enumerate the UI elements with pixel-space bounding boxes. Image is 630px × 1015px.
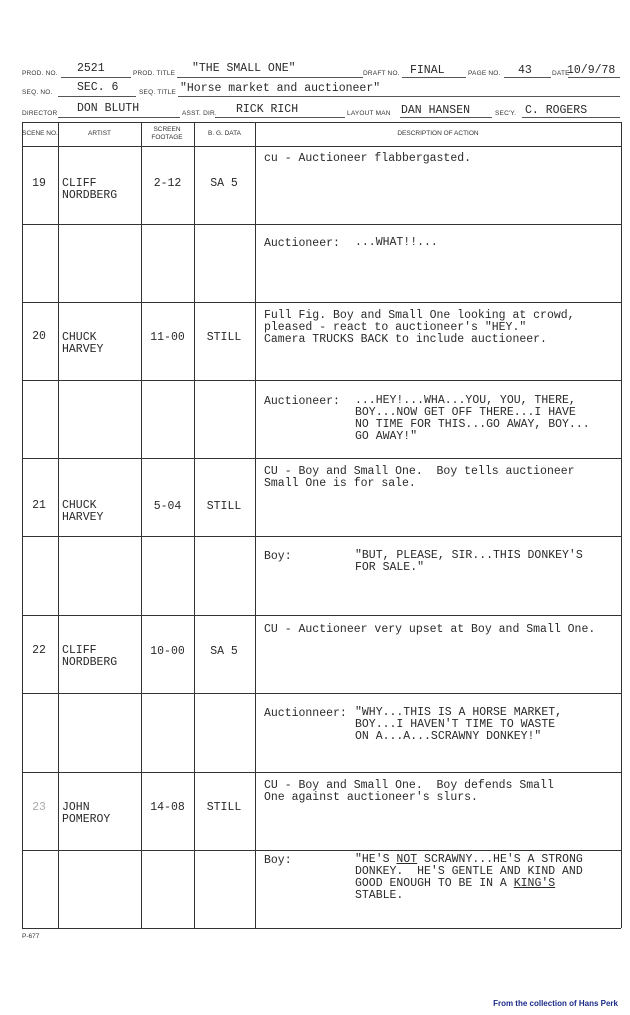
col-header-bg-data: B. G. DATA [208, 130, 241, 137]
draft-no-value: FINAL [410, 64, 445, 77]
screen-footage: 14-08 [150, 801, 185, 814]
dialogue-line: ...WHAT!!... [355, 236, 438, 249]
table-row [22, 615, 621, 693]
bg-data: STILL [206, 801, 242, 814]
action-description: cu - Auctioneer flabbergasted. [264, 152, 472, 165]
bg-data: STILL [206, 331, 242, 344]
action-description: CU - Boy and Small One. Boy tells auctioneer Small One is for sale. [264, 465, 575, 490]
secy-value: C. ROGERS [525, 104, 588, 117]
dialogue-speaker: Boy: [264, 854, 292, 867]
table-row [22, 772, 621, 850]
action-description: Full Fig. Boy and Small One looking at crowd, pleased - react to auctioneer's "HEY." Camera TRUCKS BACK to include auctioneer. [264, 309, 575, 346]
artist-name: CHUCK HARVEY [62, 499, 104, 524]
artist-name: JOHN POMEROY [62, 801, 111, 826]
action-table [22, 122, 621, 928]
screen-footage: 2-12 [153, 177, 182, 190]
director-label: DIRECTOR [22, 110, 58, 117]
table-row [22, 380, 621, 458]
scene-number: 21 [32, 499, 46, 512]
draft-no-label: DRAFT NO. [363, 70, 400, 77]
dialogue-line: "HE'S NOT SCRAWNY...HE'S A STRONG DONKEY. HE'S GENTLE AND KIND AND GOOD ENOUGH TO BE IN A KING'S STABLE. [355, 853, 583, 902]
col-header-footage: SCREEN FOOTAGE [151, 126, 183, 141]
table-row [22, 458, 621, 536]
underlined-word: KING'S [513, 877, 556, 890]
prod-title-value: "THE SMALL ONE" [192, 62, 296, 75]
screen-footage: 5-04 [153, 500, 182, 513]
dialogue-line: ...HEY!...WHA...YOU, YOU, THERE, BOY...NOW GET OFF THERE...I HAVE NO TIME FOR THIS...GO AWAY, BOY... GO AWAY!" [355, 394, 590, 443]
action-description: CU - Boy and Small One. Boy defends Small One against auctioneer's slurs. [264, 779, 554, 804]
prod-no-value: 2521 [77, 62, 105, 75]
prod-no-label: PROD. NO. [22, 70, 58, 77]
col-header-artist: ARTIST [88, 130, 111, 137]
action-description: CU - Auctioneer very upset at Boy and Small One. [264, 623, 596, 636]
seq-title-label: SEQ. TITLE [139, 89, 176, 96]
asst-dir-value: RICK RICH [236, 103, 299, 116]
underlined-word: NOT [396, 853, 418, 866]
page-no-value: 43 [518, 64, 532, 77]
table-row [22, 302, 621, 380]
secy-label: SEC'Y. [495, 110, 517, 117]
dialogue-speaker: Auctioneer: [264, 395, 340, 408]
page-no-label: PAGE NO. [468, 70, 501, 77]
collection-credit: From the collection of Hans Perk [493, 999, 618, 1008]
layout-man-value: DAN HANSEN [401, 104, 471, 117]
artist-name: CLIFF NORDBERG [62, 644, 118, 669]
bg-data: SA 5 [210, 177, 238, 190]
dialogue-speaker: Boy: [264, 550, 292, 563]
bg-data: STILL [206, 500, 242, 513]
asst-dir-label: ASST. DIR. [182, 110, 217, 117]
seq-no-value: SEC. 6 [77, 81, 119, 94]
bg-data: SA 5 [210, 645, 238, 658]
screen-footage: 10-00 [150, 645, 185, 658]
date-label: DATE [552, 70, 570, 77]
dialogue-speaker: Auctioneer: [264, 237, 340, 250]
scene-number: 23 [32, 801, 46, 814]
scene-number: 19 [32, 177, 46, 190]
layout-man-label: LAYOUT MAN [347, 110, 391, 117]
table-row [22, 536, 621, 615]
director-value: DON BLUTH [77, 102, 140, 115]
seq-no-label: SEQ. NO. [22, 89, 53, 96]
table-row [22, 850, 621, 928]
dialogue-line: "BUT, PLEASE, SIR...THIS DONKEY'S FOR SALE." [355, 549, 583, 574]
form-code: P-677 [22, 933, 40, 940]
dialogue-line: "WHY...THIS IS A HORSE MARKET, BOY...I HAVEN'T TIME TO WASTE ON A...A...SCRAWNY DONKEY!" [355, 706, 563, 743]
dialogue-speaker: Auctionneer: [264, 707, 347, 720]
artist-name: CLIFF NORDBERG [62, 177, 118, 202]
scene-number: 20 [32, 330, 46, 343]
prod-title-label: PROD. TITLE [133, 70, 176, 77]
screen-footage: 11-00 [150, 331, 185, 344]
col-header-scene: SCENE NO. [22, 130, 58, 137]
table-row [22, 146, 621, 224]
col-header-description: DESCRIPTION OF ACTION [397, 130, 479, 137]
date-value: 10/9/78 [567, 64, 616, 77]
artist-name: CHUCK HARVEY [62, 331, 104, 356]
seq-title-value: "Horse market and auctioneer" [180, 82, 381, 95]
table-row [22, 224, 621, 302]
scene-number: 22 [32, 644, 46, 657]
table-row [22, 693, 621, 772]
